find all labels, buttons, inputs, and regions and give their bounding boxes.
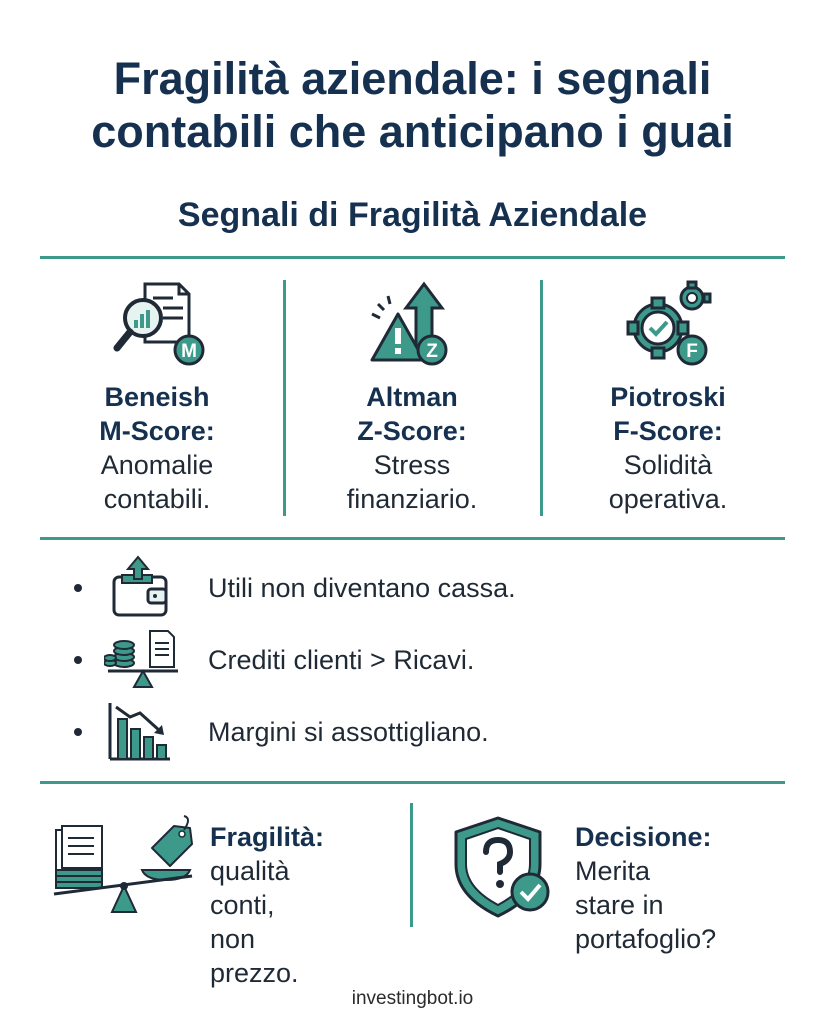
gears-check-icon <box>618 280 718 366</box>
page-title <box>20 52 805 158</box>
divider-top <box>40 256 785 259</box>
score-altman <box>292 280 532 516</box>
score-beneish <box>37 280 277 516</box>
score-description: Anomalie contabili. <box>100 450 214 514</box>
title-line-1: Fragilità aziendale: i segnali <box>113 53 712 104</box>
coins-scale-icon <box>104 627 184 693</box>
score-name: Altman Z-Score: <box>357 382 467 446</box>
score-description: Solidità operativa. <box>608 450 728 514</box>
card-text: Fragilità: qualità conti, non prezzo. <box>210 822 325 988</box>
list-item <box>0 699 825 769</box>
warning-arrow-icon <box>362 280 462 366</box>
signal-text: Crediti clienti > Ricavi. <box>208 645 475 675</box>
list-item <box>0 555 825 625</box>
divider-bottom <box>40 781 785 784</box>
section-subtitle: Segnali di Fragilità Aziendale <box>177 196 648 234</box>
score-description: Stress finanziario. <box>346 450 478 514</box>
svg-text:F: F <box>686 341 698 362</box>
svg-text:M: M <box>181 341 197 362</box>
wallet-arrow-icon <box>104 555 174 621</box>
card-text: Decisione: Merita stare in portafoglio? <box>575 822 717 954</box>
bullet <box>74 584 82 592</box>
declining-bars-icon <box>104 699 174 765</box>
list-item <box>0 627 825 697</box>
score-name: Beneish M-Score: <box>99 382 215 446</box>
footer-brand: investingbot.io <box>351 988 474 1009</box>
balance-scale-icon <box>50 812 200 922</box>
bullet <box>74 656 82 664</box>
divider-middle <box>40 537 785 540</box>
bullet <box>74 728 82 736</box>
signal-text: Margini si assottigliano. <box>208 717 489 747</box>
signal-text: Utili non diventano cassa. <box>208 573 516 603</box>
divider-col-1 <box>283 280 286 516</box>
title-line-2: contabili che anticipano i guai <box>91 106 734 157</box>
score-piotroski <box>548 280 788 516</box>
magnifier-document-icon <box>107 280 207 366</box>
shield-question-icon <box>450 812 560 922</box>
divider-col-2 <box>540 280 543 516</box>
divider-bottom-col <box>410 803 413 927</box>
svg-text:Z: Z <box>426 341 438 362</box>
score-name: Piotroski F-Score: <box>610 382 726 446</box>
